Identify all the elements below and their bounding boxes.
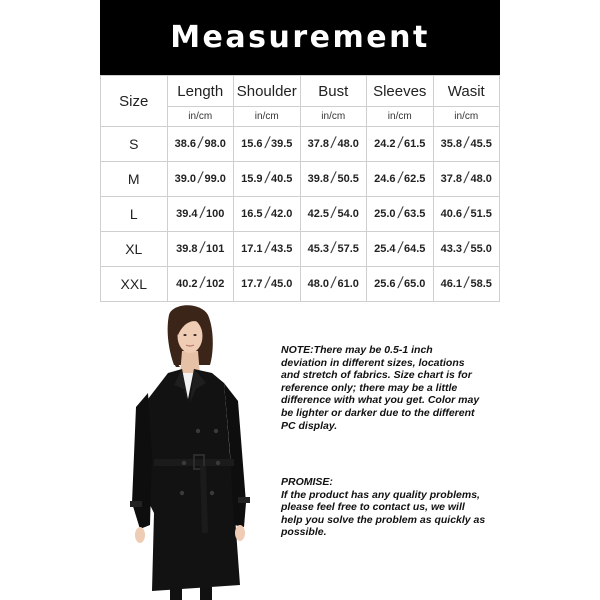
column-header-shoulder: Shoulder (234, 76, 301, 107)
cm-value: 45.5 (470, 138, 492, 150)
cm-value: 62.5 (403, 173, 426, 185)
value-separator: / (329, 135, 338, 152)
value-separator: / (462, 275, 471, 292)
measurement-cell (234, 162, 301, 197)
value-separator: / (263, 205, 271, 222)
size-label: L (101, 197, 168, 232)
measurement-cell (367, 162, 434, 197)
unit-label: in/cm (367, 107, 434, 127)
measurement-cell (367, 267, 434, 302)
cm-value: 48.0 (337, 138, 359, 150)
value-separator: / (462, 205, 471, 222)
promise-block (281, 476, 486, 539)
value-separator: / (198, 240, 206, 257)
cm-value: 63.5 (403, 208, 426, 220)
inch-value: 35.8 (440, 138, 463, 150)
measurement-cell (433, 162, 500, 197)
unit-label: in/cm (167, 107, 234, 127)
measurement-cell (300, 197, 367, 232)
title-banner (100, 0, 500, 75)
inch-value: 39.0 (174, 173, 197, 185)
value-separator: / (196, 170, 205, 187)
size-label: S (101, 127, 168, 162)
inch-value: 25.6 (374, 278, 396, 290)
measurement-cell (234, 232, 301, 267)
cm-value: 45.0 (270, 278, 293, 290)
inch-value: 17.1 (241, 243, 263, 255)
measurement-cell (167, 127, 234, 162)
value-separator: / (196, 135, 205, 152)
inch-value: 24.6 (374, 173, 396, 185)
cm-value: 61.0 (337, 278, 359, 290)
measurement-cell (234, 267, 301, 302)
inch-value: 45.3 (307, 243, 330, 255)
measurement-cell (367, 197, 434, 232)
unit-label: in/cm (234, 107, 301, 127)
page-title: Measurement (170, 20, 430, 55)
cm-value: 50.5 (337, 173, 359, 185)
inch-value: 25.0 (374, 208, 396, 220)
cm-value: 101 (206, 243, 225, 255)
value-separator: / (198, 205, 206, 222)
measurement-cell (300, 127, 367, 162)
size-chart-table (100, 75, 500, 302)
model-photo (128, 303, 254, 600)
measurement-cell (234, 127, 301, 162)
inch-value: 37.8 (440, 173, 463, 185)
measurement-cell (300, 162, 367, 197)
cm-value: 54.0 (337, 208, 359, 220)
size-label: M (101, 162, 168, 197)
cm-value: 39.5 (270, 138, 293, 150)
cm-value: 42.0 (270, 208, 293, 220)
inch-value: 24.2 (374, 138, 396, 150)
value-separator: / (329, 170, 338, 187)
value-separator: / (329, 205, 338, 222)
cm-value: 57.5 (337, 243, 359, 255)
measurement-cell (300, 232, 367, 267)
measurement-cell (234, 197, 301, 232)
promise-text: If the product has any quality problems, please feel free to contact us, we will help you solve the problem as quickly as possible. (281, 488, 486, 539)
promise-label: PROMISE: (281, 476, 333, 488)
inch-value: 43.3 (440, 243, 463, 255)
inch-value: 46.1 (440, 278, 463, 290)
inch-value: 15.6 (241, 138, 263, 150)
table-header-row (101, 76, 500, 107)
value-separator: / (263, 240, 271, 257)
value-separator: / (462, 135, 471, 152)
cm-value: 99.0 (204, 173, 226, 185)
measurement-cell (433, 127, 500, 162)
cm-value: 43.5 (270, 243, 293, 255)
cm-value: 65.0 (403, 278, 426, 290)
cm-value: 58.5 (470, 278, 492, 290)
value-separator: / (396, 135, 404, 152)
inch-value: 39.8 (307, 173, 330, 185)
value-separator: / (462, 170, 471, 187)
inch-value: 37.8 (307, 138, 330, 150)
cm-value: 40.5 (270, 173, 293, 185)
value-separator: / (396, 275, 404, 292)
measurement-cell (300, 267, 367, 302)
column-header-waist: Wasit (433, 76, 500, 107)
value-separator: / (263, 275, 271, 292)
table-row (101, 127, 500, 162)
size-label: XL (101, 232, 168, 267)
measurement-cell (167, 267, 234, 302)
value-separator: / (329, 275, 338, 292)
table-row (101, 162, 500, 197)
inch-value: 40.6 (440, 208, 463, 220)
inch-value: 15.9 (241, 173, 263, 185)
table-row (101, 267, 500, 302)
table-body (101, 127, 500, 302)
table-row (101, 197, 500, 232)
value-separator: / (396, 170, 404, 187)
inch-value: 16.5 (241, 208, 263, 220)
value-separator: / (329, 240, 338, 257)
column-header-length: Length (167, 76, 234, 107)
size-label: XXL (101, 267, 168, 302)
cm-value: 100 (206, 208, 225, 220)
inch-value: 38.6 (174, 138, 197, 150)
inch-value: 40.2 (176, 278, 198, 290)
measurement-cell (367, 232, 434, 267)
cm-value: 102 (206, 278, 225, 290)
column-header-bust: Bust (300, 76, 367, 107)
value-separator: / (396, 205, 404, 222)
column-header-sleeves: Sleeves (367, 76, 434, 107)
value-separator: / (263, 170, 271, 187)
table-row (101, 232, 500, 267)
cm-value: 55.0 (470, 243, 492, 255)
cm-value: 61.5 (403, 138, 426, 150)
measurement-cell (167, 162, 234, 197)
inch-value: 17.7 (241, 278, 263, 290)
inch-value: 25.4 (374, 243, 396, 255)
cm-value: 51.5 (470, 208, 492, 220)
measurement-cell (167, 197, 234, 232)
measurement-cell (433, 232, 500, 267)
cm-value: 98.0 (204, 138, 226, 150)
inch-value: 39.8 (176, 243, 198, 255)
inch-value: 39.4 (176, 208, 198, 220)
value-separator: / (396, 240, 404, 257)
value-separator: / (462, 240, 471, 257)
measurement-cell (433, 267, 500, 302)
sizing-note: NOTE:There may be 0.5-1 inch deviation in different sizes, locations and stretch of fabrics. Size chart is for reference only; there may be a little difference with what you get. Color may be lighter or darker due to the different PC display. (281, 344, 480, 432)
measurement-cell (433, 197, 500, 232)
inch-value: 42.5 (307, 208, 330, 220)
inch-value: 48.0 (307, 278, 330, 290)
cm-value: 64.5 (403, 243, 426, 255)
value-separator: / (198, 275, 206, 292)
measurement-cell (167, 232, 234, 267)
cm-value: 48.0 (470, 173, 492, 185)
value-separator: / (263, 135, 271, 152)
measurement-cell (367, 127, 434, 162)
size-column-header: Size (101, 76, 168, 127)
unit-label: in/cm (300, 107, 367, 127)
unit-label: in/cm (433, 107, 500, 127)
